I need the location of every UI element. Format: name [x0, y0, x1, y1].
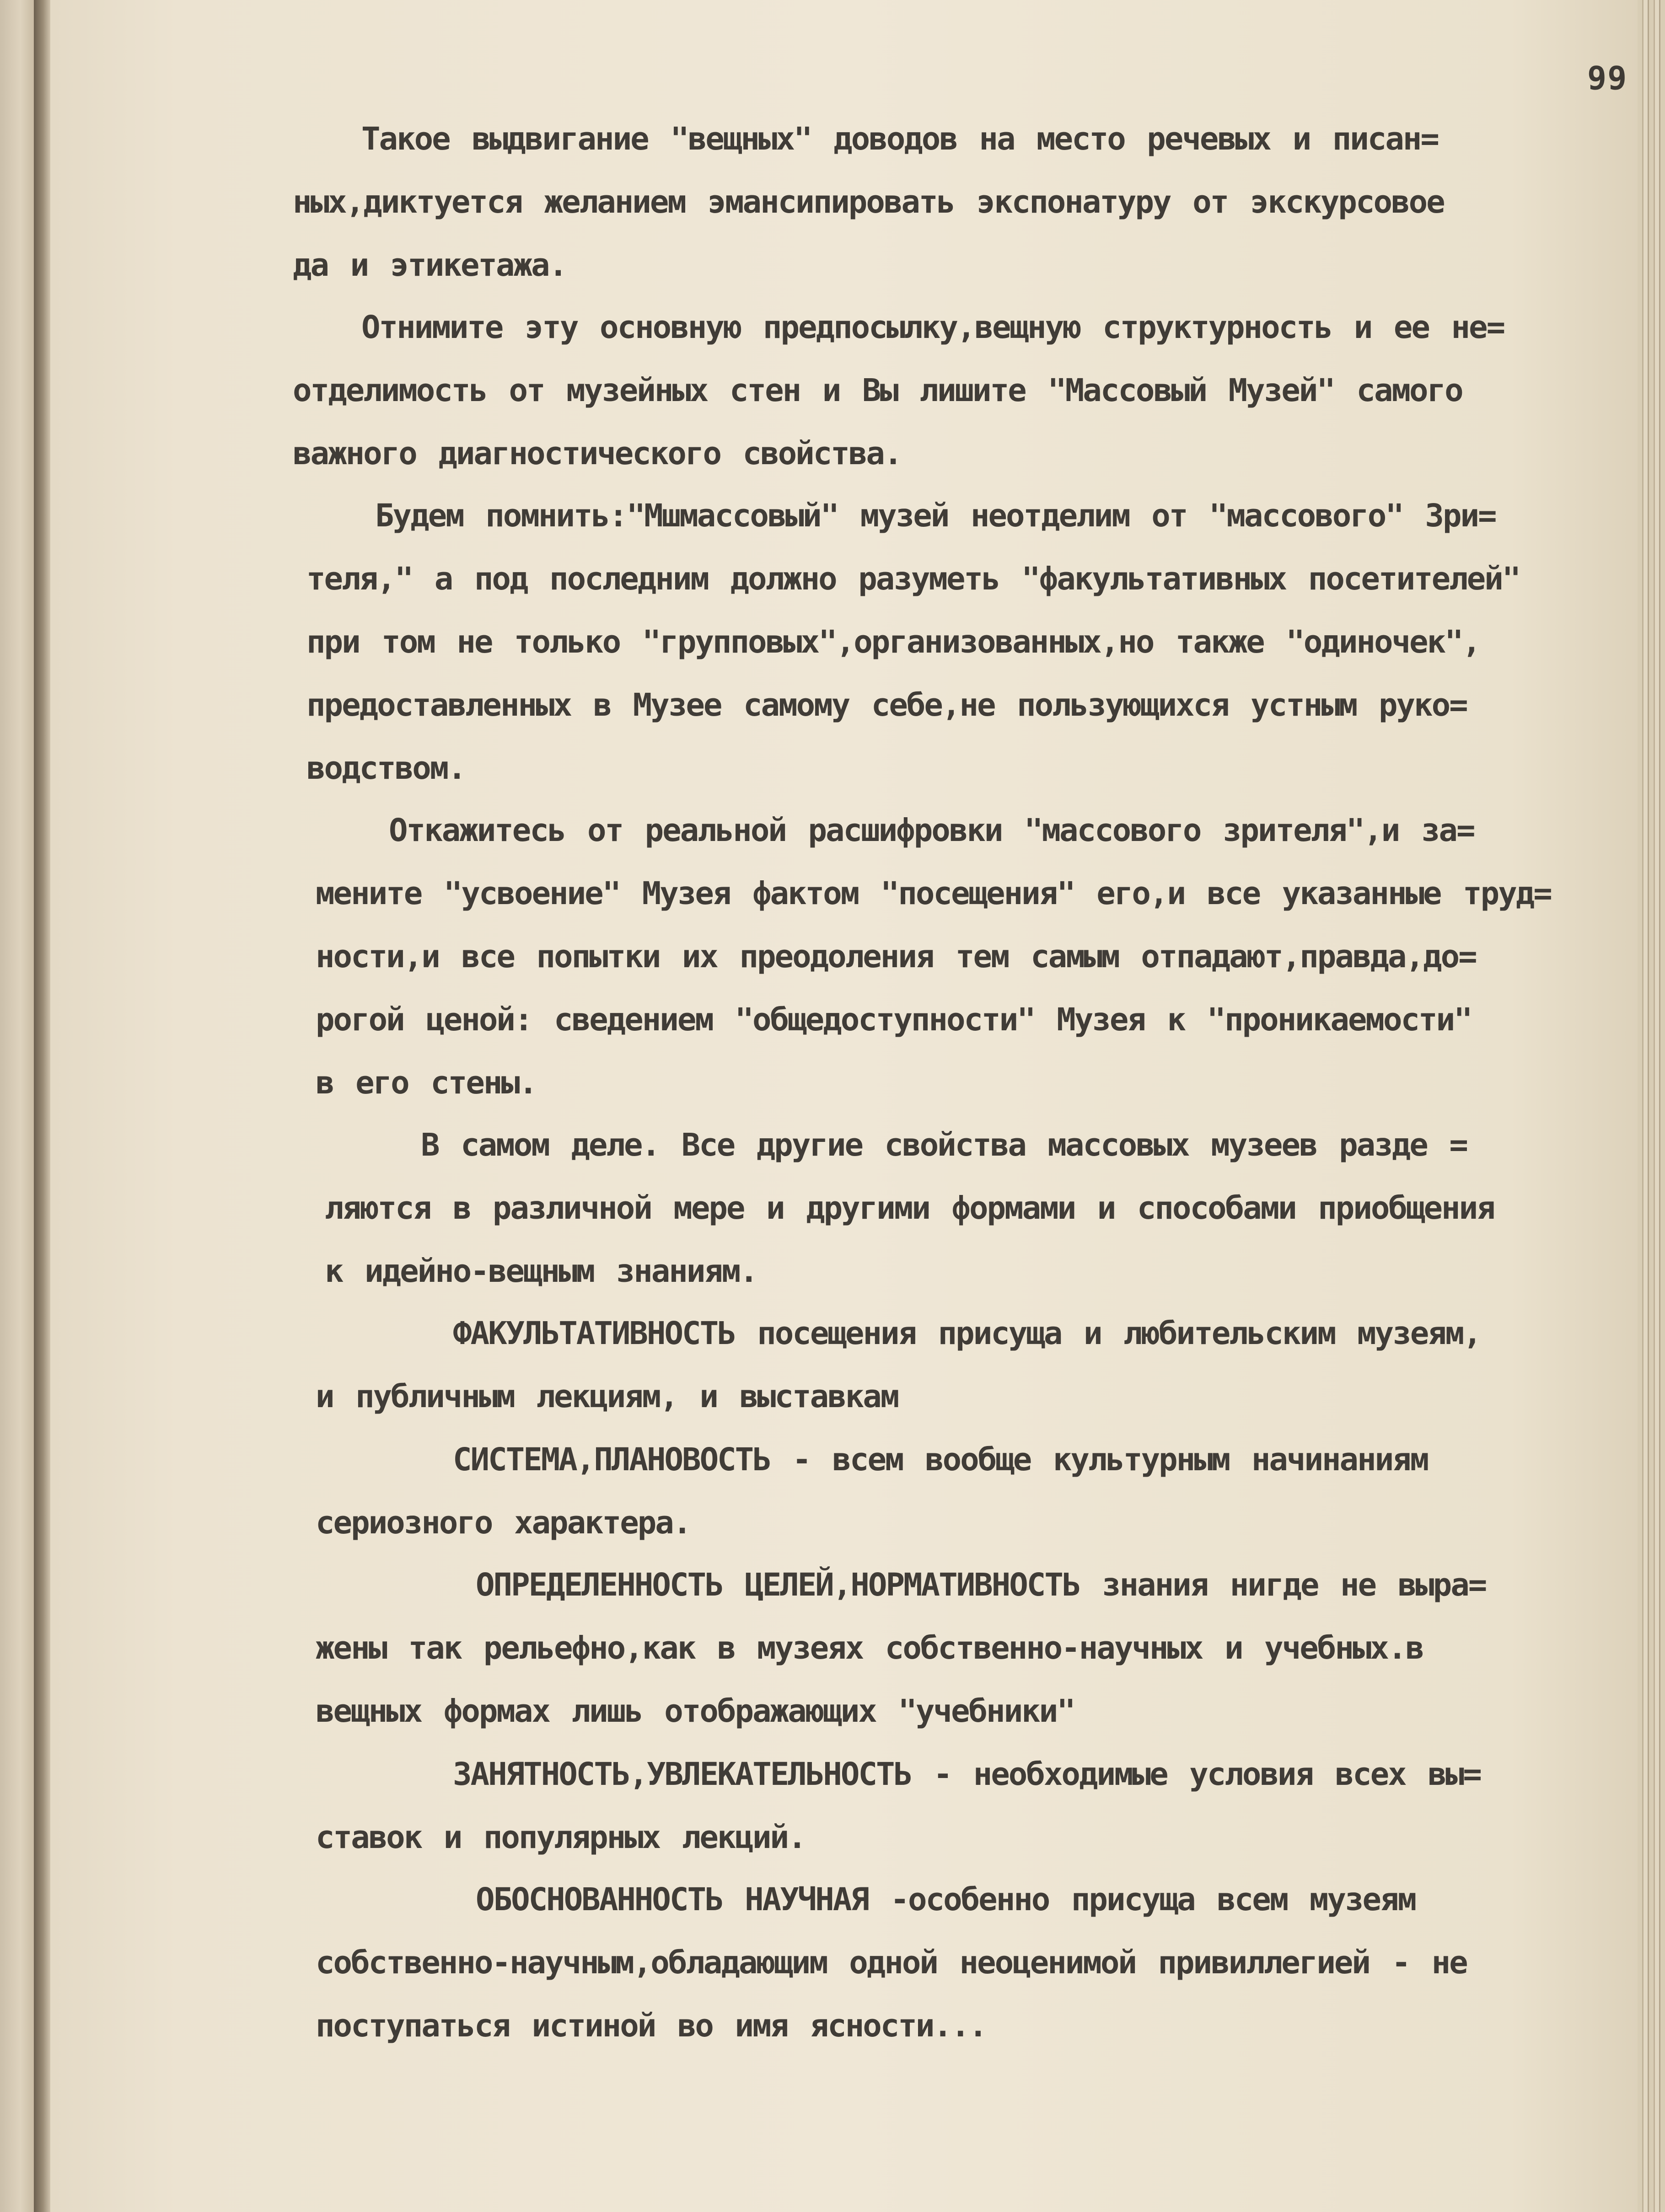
text-line: отделимость от музейных стен и Вы лишите "Массовый Музей" самого	[293, 372, 1462, 409]
typescript-page	[50, 0, 1638, 2212]
text-line: жены так рельефно,как в музеях собственно-научных и учебных.в	[316, 1630, 1423, 1666]
text-line: ФАКУЛЬТАТИВНОСТЬ посещения присуща и любительским музеям,	[453, 1315, 1481, 1352]
text-line: предоставленных в Музее самому себе,не пользующихся устным руко=	[306, 687, 1467, 723]
text-line: СИСТЕМА,ПЛАНОВОСТЬ - всем вообще культурным начинаниям	[453, 1441, 1428, 1478]
text-line: Будем помнить:"Мшмассовый" музей неотделим от "массового" Зри=	[375, 498, 1496, 534]
text-line: ности,и все попытки их преодоления тем самым отпадают,правда,до=	[316, 938, 1476, 975]
page-number: 99	[1587, 59, 1628, 97]
text-line: теля," а под последним должно разуметь "факультативных посетителей"	[306, 561, 1520, 597]
binding-shadow	[34, 0, 50, 2212]
text-line: ОПРЕДЕЛЕННОСТЬ ЦЕЛЕЙ,НОРМАТИВНОСТЬ знания нигде не выра=	[476, 1567, 1486, 1603]
text-line: и публичным лекциям, и выставкам	[316, 1378, 898, 1415]
text-line: поступаться истиной во имя ясности...	[316, 2008, 987, 2044]
text-line: рогой ценой: сведением "общедоступности" Музея к "проникаемости"	[316, 1002, 1472, 1038]
text-line: ОБОСНОВАННОСТЬ НАУЧНАЯ -особенно присуща всем музеям	[476, 1881, 1416, 1918]
text-line: ЗАНЯТНОСТЬ,УВЛЕКАТЕЛЬНОСТЬ - необходимые условия всех вы=	[453, 1756, 1481, 1793]
text-line: водством.	[306, 750, 465, 787]
text-line: ных,диктуется желанием эмансипировать экспонатуру от экскурсовое	[293, 184, 1444, 220]
text-line: Откажитесь от реальной расшифровки "массового зрителя",и за=	[389, 812, 1474, 849]
text-line: к идейно-вещным знаниям.	[325, 1253, 757, 1290]
text-line: важного диагностического свойства.	[293, 435, 902, 472]
text-line: Отнимите эту основную предпосылку,вещную структурность и ее не=	[361, 309, 1504, 346]
binding-board	[0, 0, 34, 2212]
text-line: собственно-научным,обладающим одной неоценимой привиллегией - не	[316, 1944, 1467, 1981]
text-line: да и этикетажа.	[293, 247, 567, 284]
stacked-page-edges	[1638, 0, 1665, 2212]
text-line: В самом деле. Все другие свойства массовых музеев разде =	[421, 1127, 1467, 1163]
text-line: ставок и популярных лекций.	[316, 1819, 806, 1856]
text-line: сериозного характера.	[316, 1505, 691, 1541]
text-line: в его стены.	[316, 1065, 537, 1101]
text-line: при том не только "групповых",организованных,но также "одиночек",	[306, 624, 1480, 660]
text-line: ляются в различной мере и другими формами и способами приобщения	[325, 1190, 1494, 1227]
text-line: Такое выдвигание "вещных" доводов на место речевых и писан=	[361, 121, 1438, 157]
text-line: вещных формах лишь отображающих "учебники"	[316, 1693, 1074, 1730]
text-line: мените "усвоение" Музея фактом "посещения" его,и все указанные труд=	[316, 875, 1551, 912]
